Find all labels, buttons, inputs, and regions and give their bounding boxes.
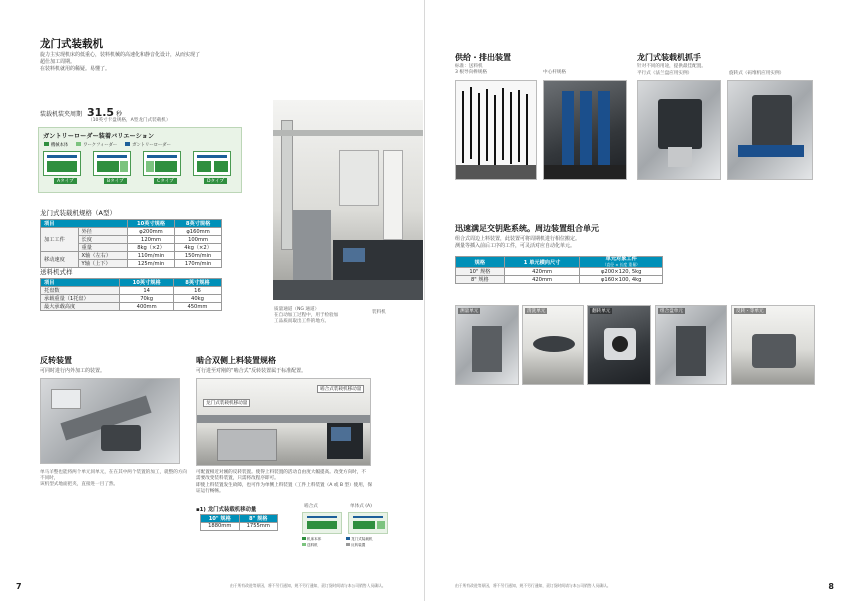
intro-line-2: 超仕加工周期。 bbox=[40, 59, 76, 65]
machine-main-photo bbox=[273, 100, 423, 300]
legend-feeder: ワークフィーダー bbox=[76, 142, 117, 148]
type-b-diagram bbox=[93, 151, 131, 176]
dual-loader-photo bbox=[196, 378, 371, 466]
dual-desc: 可配置相近对刚的反转装置。使得上料装置的活动自由度大幅提高。改变方向时，不 需要改变装料装置，只需将改程序即可。 即使上料装置发生故障，也可作为单侧上料装置（工件上料装置（A 或 B 型）使用，保 证运行畅畅。 bbox=[196, 470, 373, 494]
hand-label-1: 平行式（法兰盘应用实例） bbox=[637, 71, 693, 76]
unit-photo-pallet: 组合盘单元 bbox=[655, 305, 727, 385]
page-title: 龙门式装载机 bbox=[40, 38, 103, 50]
dual-photo-tag: 啮合式装载机移动量 bbox=[317, 385, 364, 393]
feed-table-title: 送料机式样 bbox=[40, 268, 73, 276]
dual-title: 啮合双侧上料装置规格 bbox=[196, 356, 276, 365]
move-title: ▪1) 龙门式装载机移动量 bbox=[196, 507, 257, 513]
cycle-label: 装载机装夹周期 bbox=[40, 111, 83, 118]
intro-line-1: 旋力主实现机床的低重心，装料机械的高速化和静音化设计，从而实现了 bbox=[40, 52, 201, 58]
reverse-text: 可同时进行内外加工的装置。 bbox=[40, 368, 106, 374]
hand-photo-2 bbox=[727, 80, 813, 180]
machine-label: 装料机 bbox=[372, 310, 386, 315]
supply-label-2: 中心杆规格 bbox=[543, 70, 566, 75]
table-row: 承载重量（1托盘） 70kg 40kg bbox=[41, 295, 222, 303]
mini-label-1: 啮合式 bbox=[304, 504, 318, 509]
feeder-photo-1 bbox=[455, 80, 537, 180]
intro-text bbox=[40, 52, 250, 73]
reverse-caption: 单马羊整也能将两个单元同单元，在在其中两个装置的加工，就整的方向不同时， 该机型式地面把夹，直接进一目了然。 bbox=[40, 470, 188, 487]
table-row: 移动速度 X轴（左右） 110m/min 150m/min bbox=[41, 252, 222, 260]
legend-machine: 機械本体 bbox=[44, 142, 68, 148]
machine-caption: 质量通道（NG 通道） 在自动加工过程中，用于检验加 工品质而取出工件的地方。 bbox=[274, 307, 339, 324]
reverse-device-photo bbox=[40, 378, 180, 464]
move-table: 10" 规格 8" 规格 1880mm 1755mm bbox=[200, 514, 278, 531]
type-a-diagram bbox=[43, 151, 81, 176]
table-row: 加工工件 外径 φ200mm φ160mm bbox=[41, 228, 222, 236]
hand-text: 针对不同的用途，提供最佳配置。 bbox=[637, 64, 706, 69]
feeder-photo-2 bbox=[543, 80, 627, 180]
hand-label-2: 旋转式（码堆机应用实例） bbox=[729, 71, 785, 76]
table-row: Y轴（上下） 125m/min 170m/min bbox=[41, 260, 222, 268]
type-c-diagram bbox=[143, 151, 181, 176]
spec-table-header: 项目 10英寸规格 8英寸规格 bbox=[41, 220, 222, 228]
variation-legend bbox=[44, 142, 171, 148]
legend-loader: ガントリーローダー bbox=[125, 142, 171, 148]
supply-label-1: 标准：送料机 3 根导向棒规格 bbox=[455, 64, 487, 75]
mini-label-2: 单体式 (A) bbox=[350, 504, 372, 509]
type-c-label: Cタイプ bbox=[154, 178, 177, 184]
hand-title: 龙门式装载机抓手 bbox=[637, 53, 701, 62]
table-row: 最大承载高度 400mm 450mm bbox=[41, 303, 222, 311]
mini-diagram-1 bbox=[302, 512, 342, 534]
cycle-value: 31.5 bbox=[86, 106, 115, 119]
table-row: 1880mm 1755mm bbox=[201, 523, 278, 531]
units-table: 规格 1 单元横向尺寸 单元对象工件 （直径 × 长度 重量） 10" 规格 420mm φ200×120, 5kg 8" 规格 420mm φ160×100, 4kg bbox=[455, 256, 663, 284]
unit-photo-reverse: 反转・等单元 bbox=[731, 305, 815, 385]
dual-text: 可行进至对刚的“啮合式”反转装置属于标准配置。 bbox=[196, 368, 307, 374]
page-number-left: 7 bbox=[16, 582, 22, 591]
gantry-photo-tag: 龙门式装载机移动量 bbox=[203, 399, 250, 407]
spec-table-title: 龙门式装载机规格（A型） bbox=[40, 209, 116, 217]
variation-panel bbox=[38, 127, 242, 193]
unit-photo-flip: 翻转单元 bbox=[587, 305, 651, 385]
cycle-unit: 秒 bbox=[116, 111, 123, 118]
footer-right: 由于所有改进等原因，将不另行通知，规不另行通知，责订货时间请与本公司销售人员确认。 bbox=[455, 583, 611, 588]
reverse-title: 反转装置 bbox=[40, 356, 72, 365]
intro-line-3: 在装料机就用的稀疑。易懂了。 bbox=[40, 66, 111, 72]
spec-table bbox=[40, 219, 222, 268]
mini-diagram-2 bbox=[348, 512, 388, 534]
type-d-diagram bbox=[193, 151, 231, 176]
unit-photo-clean: 清洗单元 bbox=[522, 305, 584, 385]
mini-legend: 机床本体 龙门式装载机 送料机 反转装置 bbox=[302, 537, 390, 548]
page-number-right: 8 bbox=[828, 582, 834, 591]
cycle-note: （10英寸卡盘规格，A型龙门式装载机） bbox=[88, 118, 171, 123]
type-b-label: Bタイプ bbox=[104, 178, 127, 184]
footer-left: 由于所有改进等原因，将不另行通知，规不另行通知，责订货时间请与本公司销售人员确认。 bbox=[230, 583, 386, 588]
variation-title: ガントリーローダー装着バリエーション bbox=[43, 133, 155, 140]
supply-title: 供给・排出装置 bbox=[455, 53, 511, 62]
table-row: 8" 规格 420mm φ160×100, 4kg bbox=[456, 276, 663, 284]
table-row: 长度 120mm 100mm bbox=[41, 236, 222, 244]
feed-table bbox=[40, 278, 222, 311]
right-page bbox=[425, 0, 850, 601]
units-title: 迅速满足交钥匙系统。周边装置组合单元 bbox=[455, 224, 599, 233]
type-a-label: Aタイプ bbox=[54, 178, 77, 184]
table-row: 托盘数 14 16 bbox=[41, 287, 222, 295]
feed-table-header: 项目 10英寸规格 8英寸规格 bbox=[41, 279, 222, 287]
table-row: 重量 8kg（×2） 4kg（×2） bbox=[41, 244, 222, 252]
table-row: 10" 规格 420mm φ200×120, 5kg bbox=[456, 268, 663, 276]
type-d-label: Dタイプ bbox=[204, 178, 227, 184]
units-text: 组合式周边上料装置，此装置可将周期机进行相位搬定。 测量等插入前后工序的工件，可灵活对应自动化单元。 bbox=[455, 236, 581, 249]
hand-photo-1 bbox=[637, 80, 721, 180]
unit-photo-measure: 测量单元 bbox=[455, 305, 519, 385]
